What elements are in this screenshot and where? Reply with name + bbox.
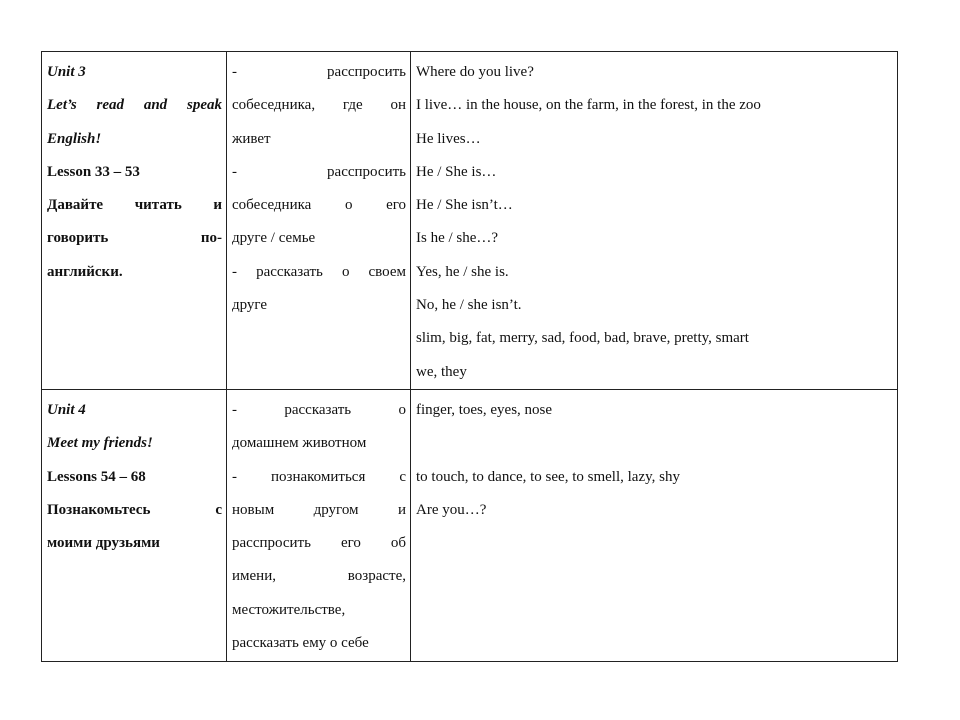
language-line: Where do you live? [416, 64, 534, 80]
language-line: He lives… [416, 130, 481, 147]
language-cell [411, 389, 898, 661]
language-line: finger, toes, eyes, nose [416, 401, 553, 418]
language-line: we, they [416, 363, 467, 380]
goal-line: - расспросить [232, 64, 406, 80]
unit-title-en-line: English! [47, 130, 102, 147]
table-row-unit-4 [42, 389, 898, 661]
topic-cell [42, 389, 227, 661]
language-cell [411, 52, 898, 390]
goal-line: имени, возрасте, [232, 568, 406, 585]
goals-cell [227, 389, 411, 661]
goals-cell [227, 52, 411, 390]
goal-line: собеседника о его [232, 197, 406, 214]
goal-line: расспросить его об [232, 535, 406, 552]
language-line: slim, big, fat, merry, sad, food, bad, brave, pretty, smart [416, 330, 749, 347]
goal-line: друге [232, 297, 268, 314]
goal-line: собеседника, где он [232, 97, 406, 114]
blank-line [416, 427, 893, 460]
language-line: Yes, he / she is. [416, 263, 509, 280]
language-line: to touch, to dance, to see, to smell, lazy, shy [416, 468, 680, 485]
language-line: He / She isn’t… [416, 197, 513, 214]
lessons-range: Lesson 33 – 53 [47, 163, 140, 180]
unit-title-ru-line: английски. [47, 263, 123, 280]
goal-line: друге / семье [232, 230, 316, 247]
table-row-unit-3 [42, 52, 898, 390]
unit-title-ru-line: моими друзьями [47, 535, 160, 552]
goal-line: - рассказать о своем [232, 263, 406, 280]
goal-line: - познакомиться с [232, 468, 406, 485]
language-line: I live… in the house, on the farm, in the forest, in the zoo [416, 97, 761, 114]
goal-line: местожительстве, [232, 601, 346, 618]
unit-title-ru-line: Давайте читать и [47, 197, 222, 214]
goal-line: живет [232, 130, 271, 147]
goal-line: - рассказать о [232, 401, 406, 418]
language-line: He / She is… [416, 163, 497, 180]
goal-line: - расспросить [232, 163, 406, 180]
unit-title-en-line: Meet my friends! [47, 435, 153, 452]
unit-label: Unit 4 [47, 401, 86, 418]
goal-line: домашнем животном [232, 435, 367, 452]
language-line: Is he / she…? [416, 230, 499, 247]
language-line: Are you…? [416, 501, 487, 518]
lesson-plan-table [41, 51, 898, 662]
unit-title-ru-line: говорить по- [47, 230, 222, 247]
unit-title-en-line: Let’s read and speak [47, 97, 222, 114]
language-line: No, he / she isn’t. [416, 297, 522, 314]
goal-line: рассказать ему о себе [232, 635, 369, 652]
topic-cell [42, 52, 227, 390]
unit-title-ru-line: Познакомьтесь с [47, 501, 222, 518]
goal-line: новым другом и [232, 501, 406, 518]
unit-label: Unit 3 [47, 64, 86, 80]
lessons-range: Lessons 54 – 68 [47, 468, 146, 485]
